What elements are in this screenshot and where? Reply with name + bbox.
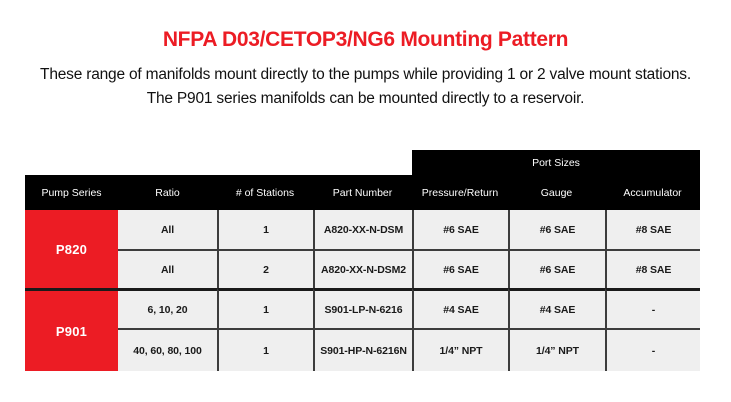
cell-stations: 2 [217, 249, 313, 288]
cell-ratio: 6, 10, 20 [118, 288, 217, 328]
cell-pressure-return: 1/4” NPT [412, 328, 508, 371]
cell-part-number: S901-HP-N-6216N [313, 328, 412, 371]
cell-ratio: 40, 60, 80, 100 [118, 328, 217, 371]
port-sizes-group-header: Port Sizes [412, 150, 700, 175]
cell-stations: 1 [217, 288, 313, 328]
cell-ratio: All [118, 249, 217, 288]
column-header-ratio: Ratio [118, 175, 217, 210]
column-header-part-number: Part Number [313, 175, 412, 210]
cell-gauge: 1/4” NPT [508, 328, 605, 371]
cell-pressure-return: #6 SAE [412, 210, 508, 249]
page-title: NFPA D03/CETOP3/NG6 Mounting Pattern [162, 28, 569, 51]
cell-part-number: A820-XX-N-DSM [313, 210, 412, 249]
cell-gauge: #6 SAE [508, 210, 605, 249]
cell-accumulator: - [605, 288, 700, 328]
cell-stations: 1 [217, 210, 313, 249]
column-header-gauge: Gauge [508, 175, 605, 210]
column-header-stations: # of Stations [217, 175, 313, 210]
page-subtitle: These range of manifolds mount directly to the pumps while providing 1 or 2 valve mount stations. The P901 series manifolds can be mounted directly to a reservoir. [40, 66, 691, 108]
series-cell-p820: P820 [25, 210, 118, 288]
cell-pressure-return: #6 SAE [412, 249, 508, 288]
cell-accumulator: - [605, 328, 700, 371]
cell-part-number: S901-LP-N-6216 [313, 288, 412, 328]
cell-pressure-return: #4 SAE [412, 288, 508, 328]
cell-gauge: #4 SAE [508, 288, 605, 328]
cell-part-number: A820-XX-N-DSM2 [313, 249, 412, 288]
cell-gauge: #6 SAE [508, 249, 605, 288]
cell-stations: 1 [217, 328, 313, 371]
cell-accumulator: #8 SAE [605, 249, 700, 288]
column-header-accumulator: Accumulator [605, 175, 700, 210]
column-header-pressure-return: Pressure/Return [412, 175, 508, 210]
cell-accumulator: #8 SAE [605, 210, 700, 249]
series-cell-p901: P901 [25, 288, 118, 371]
cell-ratio: All [118, 210, 217, 249]
mounting-pattern-table [25, 150, 700, 371]
column-header-pump-series: Pump Series [25, 175, 118, 210]
